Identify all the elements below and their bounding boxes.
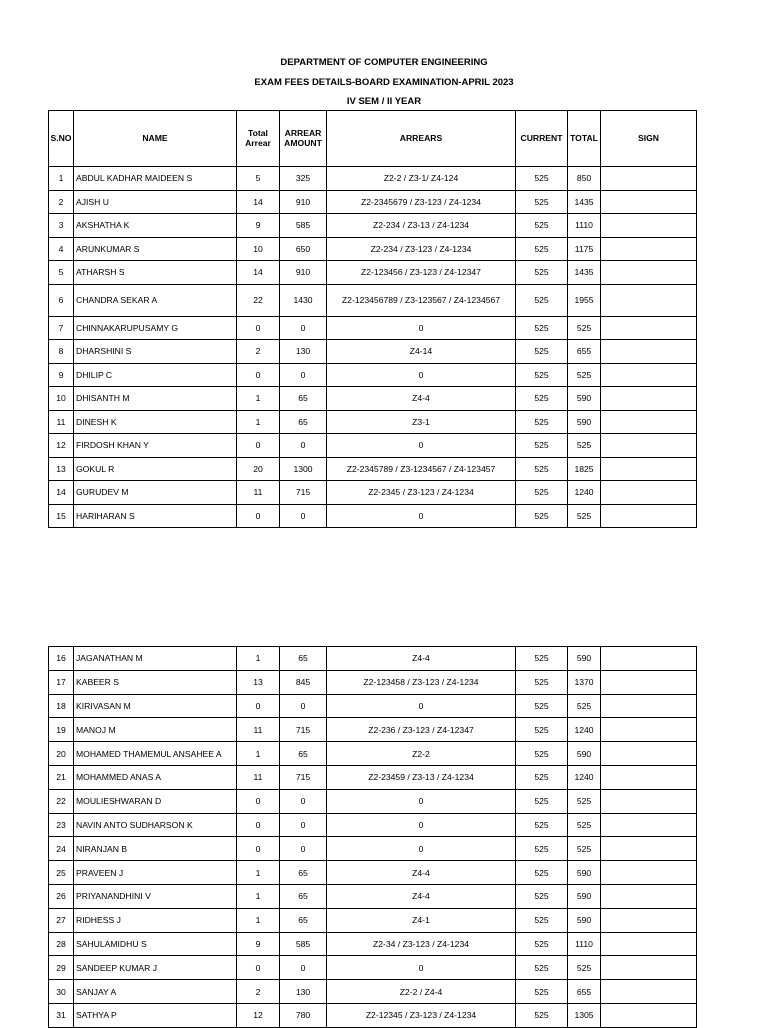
cell-arrears: Z2-123458 / Z3-123 / Z4-1234: [327, 670, 516, 694]
cell-sno: 11: [49, 410, 74, 434]
header-total: TOTAL: [568, 111, 601, 167]
cell-name: ARUNKUMAR S: [74, 237, 237, 261]
cell-name: SANDEEP KUMAR J: [74, 956, 237, 980]
cell-name: GOKUL R: [74, 457, 237, 481]
cell-total: 590: [568, 908, 601, 932]
cell-arrears: Z2-12345 / Z3-123 / Z4-1234: [327, 1003, 516, 1027]
cell-sign: [601, 932, 697, 956]
table-row: [49, 167, 697, 191]
header-arrear-amount: [280, 111, 327, 167]
table-row: [49, 861, 697, 885]
cell-total-arrear: 0: [237, 956, 280, 980]
cell-arrear-amount: 65: [280, 908, 327, 932]
cell-arrears: Z4-4: [327, 884, 516, 908]
cell-sno: 23: [49, 813, 74, 837]
table-row: [49, 718, 697, 742]
cell-arrears: Z2-234 / Z3-13 / Z4-1234: [327, 214, 516, 238]
cell-current: 525: [516, 340, 568, 364]
cell-total-arrear: 11: [237, 718, 280, 742]
cell-name: AJISH U: [74, 190, 237, 214]
cell-total-arrear: 1: [237, 884, 280, 908]
cell-name: SANJAY A: [74, 980, 237, 1004]
cell-sno: 12: [49, 434, 74, 458]
cell-total: 525: [568, 694, 601, 718]
cell-total-arrear: 11: [237, 765, 280, 789]
cell-sno: 7: [49, 316, 74, 340]
cell-arrears: 0: [327, 813, 516, 837]
table-row: [49, 457, 697, 481]
cell-arrear-amount: 1430: [280, 284, 327, 316]
cell-total-arrear: 2: [237, 980, 280, 1004]
cell-sno: 27: [49, 908, 74, 932]
cell-current: 525: [516, 742, 568, 766]
cell-sign: [601, 813, 697, 837]
cell-sign: [601, 316, 697, 340]
cell-total: 590: [568, 861, 601, 885]
cell-total: 1305: [568, 1003, 601, 1027]
cell-name: DHISANTH M: [74, 387, 237, 411]
cell-total: 1175: [568, 237, 601, 261]
table-row: [49, 932, 697, 956]
cell-current: 525: [516, 1003, 568, 1027]
cell-sno: 21: [49, 765, 74, 789]
cell-total: 525: [568, 837, 601, 861]
cell-arrear-amount: 0: [280, 504, 327, 528]
header-arrear-amount-line2: AMOUNT: [284, 137, 322, 148]
cell-arrear-amount: 65: [280, 884, 327, 908]
cell-sno: 20: [49, 742, 74, 766]
cell-sign: [601, 340, 697, 364]
table-row: [49, 284, 697, 316]
cell-sign: [601, 861, 697, 885]
cell-arrears: Z4-4: [327, 387, 516, 411]
cell-sign: [601, 647, 697, 671]
cell-sign: [601, 908, 697, 932]
cell-current: 525: [516, 504, 568, 528]
cell-total: 1110: [568, 932, 601, 956]
table-row: [49, 789, 697, 813]
cell-arrear-amount: 1300: [280, 457, 327, 481]
cell-arrears: 0: [327, 956, 516, 980]
cell-total-arrear: 0: [237, 434, 280, 458]
cell-current: 525: [516, 670, 568, 694]
cell-name: NIRANJAN B: [74, 837, 237, 861]
table-row: [49, 647, 697, 671]
cell-current: 525: [516, 237, 568, 261]
cell-name: ABDUL KADHAR MAIDEEN S: [74, 167, 237, 191]
cell-current: 525: [516, 837, 568, 861]
cell-sign: [601, 190, 697, 214]
cell-total-arrear: 2: [237, 340, 280, 364]
cell-sno: 10: [49, 387, 74, 411]
cell-current: 525: [516, 481, 568, 505]
table-row: [49, 387, 697, 411]
cell-arrear-amount: 0: [280, 694, 327, 718]
table-row: [49, 363, 697, 387]
cell-sno: 22: [49, 789, 74, 813]
cell-name: KABEER S: [74, 670, 237, 694]
cell-total-arrear: 0: [237, 363, 280, 387]
cell-arrear-amount: 910: [280, 190, 327, 214]
cell-sign: [601, 789, 697, 813]
cell-total: 590: [568, 647, 601, 671]
table-row: [49, 694, 697, 718]
cell-name: CHANDRA SEKAR A: [74, 284, 237, 316]
cell-arrear-amount: 0: [280, 363, 327, 387]
cell-name: MANOJ M: [74, 718, 237, 742]
cell-arrears: Z2-123456789 / Z3-123567 / Z4-1234567: [327, 284, 516, 316]
cell-arrears: Z2-34 / Z3-123 / Z4-1234: [327, 932, 516, 956]
header-name: NAME: [74, 111, 237, 167]
cell-sign: [601, 167, 697, 191]
cell-current: 525: [516, 261, 568, 285]
cell-sign: [601, 884, 697, 908]
cell-total: 525: [568, 813, 601, 837]
cell-current: 525: [516, 694, 568, 718]
cell-arrear-amount: 650: [280, 237, 327, 261]
cell-arrears: Z2-2 / Z3-1/ Z4-124: [327, 167, 516, 191]
cell-sign: [601, 363, 697, 387]
cell-total-arrear: 0: [237, 694, 280, 718]
cell-sno: 28: [49, 932, 74, 956]
header-total-arrear-line2: Arrear: [245, 137, 271, 148]
cell-total: 590: [568, 742, 601, 766]
cell-total-arrear: 1: [237, 861, 280, 885]
cell-arrear-amount: 0: [280, 434, 327, 458]
cell-name: RIDHESS J: [74, 908, 237, 932]
cell-sign: [601, 214, 697, 238]
cell-total: 1240: [568, 481, 601, 505]
cell-sign: [601, 261, 697, 285]
semester-title: IV SEM / II YEAR: [346, 96, 422, 107]
cell-current: 525: [516, 884, 568, 908]
cell-sno: 26: [49, 884, 74, 908]
cell-arrear-amount: 715: [280, 765, 327, 789]
cell-sno: 9: [49, 363, 74, 387]
cell-total: 525: [568, 956, 601, 980]
cell-name: JAGANATHAN M: [74, 647, 237, 671]
cell-name: ATHARSH S: [74, 261, 237, 285]
cell-sign: [601, 284, 697, 316]
table-row: [49, 504, 697, 528]
cell-name: DHILIP C: [74, 363, 237, 387]
cell-current: 525: [516, 861, 568, 885]
cell-current: 525: [516, 932, 568, 956]
cell-total-arrear: 14: [237, 261, 280, 285]
header-sno: S.NO: [49, 111, 74, 167]
cell-arrear-amount: 0: [280, 837, 327, 861]
cell-arrear-amount: 0: [280, 956, 327, 980]
exam-title: EXAM FEES DETAILS-BOARD EXAMINATION-APRIL 2023: [254, 77, 514, 88]
cell-arrear-amount: 0: [280, 789, 327, 813]
cell-sign: [601, 410, 697, 434]
cell-name: PRAVEEN J: [74, 861, 237, 885]
cell-arrears: 0: [327, 316, 516, 340]
cell-arrears: Z2-2 / Z4-4: [327, 980, 516, 1004]
cell-total: 850: [568, 167, 601, 191]
cell-sign: [601, 481, 697, 505]
cell-total: 525: [568, 789, 601, 813]
cell-arrear-amount: 910: [280, 261, 327, 285]
cell-sign: [601, 980, 697, 1004]
cell-total-arrear: 1: [237, 387, 280, 411]
table-row: [49, 316, 697, 340]
cell-current: 525: [516, 410, 568, 434]
cell-name: MOHAMMED ANAS A: [74, 765, 237, 789]
cell-sign: [601, 718, 697, 742]
cell-current: 525: [516, 190, 568, 214]
cell-name: MOULIESHWARAN D: [74, 789, 237, 813]
cell-sno: 4: [49, 237, 74, 261]
cell-sno: 16: [49, 647, 74, 671]
table-row: [49, 765, 697, 789]
cell-arrears: Z3-1: [327, 410, 516, 434]
header-current: CURRENT: [516, 111, 568, 167]
cell-arrears: 0: [327, 363, 516, 387]
cell-sign: [601, 765, 697, 789]
cell-total: 1435: [568, 190, 601, 214]
cell-arrear-amount: 780: [280, 1003, 327, 1027]
cell-arrears: Z2-236 / Z3-123 / Z4-12347: [327, 718, 516, 742]
cell-current: 525: [516, 284, 568, 316]
cell-sno: 24: [49, 837, 74, 861]
cell-arrears: Z2-123456 / Z3-123 / Z4-12347: [327, 261, 516, 285]
fees-table-page1: [48, 110, 697, 528]
cell-sno: 14: [49, 481, 74, 505]
cell-total: 590: [568, 410, 601, 434]
table-row: [49, 190, 697, 214]
table-row: [49, 237, 697, 261]
cell-current: 525: [516, 434, 568, 458]
cell-total-arrear: 12: [237, 1003, 280, 1027]
cell-current: 525: [516, 387, 568, 411]
cell-arrears: Z2-2345 / Z3-123 / Z4-1234: [327, 481, 516, 505]
cell-current: 525: [516, 647, 568, 671]
cell-total-arrear: 22: [237, 284, 280, 316]
cell-name: NAVIN ANTO SUDHARSON K: [74, 813, 237, 837]
table-row: [49, 813, 697, 837]
cell-sign: [601, 457, 697, 481]
cell-total: 590: [568, 884, 601, 908]
cell-current: 525: [516, 956, 568, 980]
cell-total: 1825: [568, 457, 601, 481]
cell-total: 525: [568, 504, 601, 528]
cell-sno: 13: [49, 457, 74, 481]
cell-arrears: Z4-14: [327, 340, 516, 364]
cell-current: 525: [516, 363, 568, 387]
cell-current: 525: [516, 457, 568, 481]
cell-arrear-amount: 715: [280, 718, 327, 742]
cell-name: SAHULAMIDHU S: [74, 932, 237, 956]
cell-sno: 5: [49, 261, 74, 285]
cell-arrear-amount: 130: [280, 980, 327, 1004]
cell-total: 655: [568, 980, 601, 1004]
cell-total-arrear: 0: [237, 504, 280, 528]
cell-current: 525: [516, 765, 568, 789]
cell-total: 1240: [568, 718, 601, 742]
cell-total-arrear: 13: [237, 670, 280, 694]
cell-name: FIRDOSH KHAN Y: [74, 434, 237, 458]
cell-arrears: Z2-2: [327, 742, 516, 766]
cell-arrear-amount: 0: [280, 316, 327, 340]
cell-sno: 30: [49, 980, 74, 1004]
cell-name: AKSHATHA K: [74, 214, 237, 238]
cell-total: 1435: [568, 261, 601, 285]
cell-name: MOHAMED THAMEMUL ANSAHEE A: [74, 742, 237, 766]
cell-total-arrear: 9: [237, 932, 280, 956]
cell-total-arrear: 0: [237, 316, 280, 340]
table-row: [49, 481, 697, 505]
header-arrear-amount-line1: ARREAR: [284, 128, 322, 139]
cell-sno: 15: [49, 504, 74, 528]
cell-total-arrear: 0: [237, 837, 280, 861]
header-arrears: ARREARS: [327, 111, 516, 167]
cell-current: 525: [516, 789, 568, 813]
cell-arrears: Z2-23459 / Z3-13 / Z4-1234: [327, 765, 516, 789]
cell-sno: 6: [49, 284, 74, 316]
cell-name: HARIHARAN S: [74, 504, 237, 528]
cell-total-arrear: 0: [237, 789, 280, 813]
cell-arrears: Z2-234 / Z3-123 / Z4-1234: [327, 237, 516, 261]
cell-total: 1240: [568, 765, 601, 789]
cell-sign: [601, 956, 697, 980]
cell-current: 525: [516, 813, 568, 837]
cell-sign: [601, 670, 697, 694]
cell-sign: [601, 742, 697, 766]
cell-sign: [601, 694, 697, 718]
table-row: [49, 956, 697, 980]
cell-total: 525: [568, 434, 601, 458]
cell-total: 1370: [568, 670, 601, 694]
cell-total-arrear: 11: [237, 481, 280, 505]
table-row: [49, 837, 697, 861]
cell-total: 1955: [568, 284, 601, 316]
table-row: [49, 742, 697, 766]
table-row: [49, 670, 697, 694]
cell-arrears: Z4-4: [327, 647, 516, 671]
cell-current: 525: [516, 167, 568, 191]
cell-sno: 2: [49, 190, 74, 214]
cell-arrears: Z2-2345679 / Z3-123 / Z4-1234: [327, 190, 516, 214]
cell-current: 525: [516, 316, 568, 340]
cell-arrear-amount: 65: [280, 647, 327, 671]
table-row: [49, 434, 697, 458]
cell-total-arrear: 1: [237, 410, 280, 434]
cell-total: 1110: [568, 214, 601, 238]
cell-arrear-amount: 130: [280, 340, 327, 364]
cell-arrear-amount: 585: [280, 932, 327, 956]
cell-arrears: Z4-4: [327, 861, 516, 885]
cell-total-arrear: 1: [237, 908, 280, 932]
cell-arrear-amount: 65: [280, 742, 327, 766]
cell-arrears: Z4-1: [327, 908, 516, 932]
cell-name: GURUDEV M: [74, 481, 237, 505]
cell-current: 525: [516, 718, 568, 742]
cell-arrear-amount: 325: [280, 167, 327, 191]
cell-sno: 31: [49, 1003, 74, 1027]
cell-arrears: 0: [327, 694, 516, 718]
header-total-arrear: [237, 111, 280, 167]
cell-arrear-amount: 65: [280, 861, 327, 885]
table-row: [49, 214, 697, 238]
cell-arrears: 0: [327, 504, 516, 528]
table-header-row: [49, 111, 697, 167]
cell-arrears: 0: [327, 789, 516, 813]
cell-current: 525: [516, 980, 568, 1004]
cell-sign: [601, 837, 697, 861]
header-total-arrear-line1: Total: [248, 128, 268, 139]
cell-total-arrear: 14: [237, 190, 280, 214]
cell-arrears: Z2-2345789 / Z3-1234567 / Z4-123457: [327, 457, 516, 481]
cell-total-arrear: 1: [237, 742, 280, 766]
cell-sno: 18: [49, 694, 74, 718]
cell-arrears: 0: [327, 434, 516, 458]
cell-current: 525: [516, 908, 568, 932]
cell-name: DINESH K: [74, 410, 237, 434]
cell-total: 655: [568, 340, 601, 364]
cell-total-arrear: 20: [237, 457, 280, 481]
table-row: [49, 884, 697, 908]
table-row: [49, 410, 697, 434]
cell-arrear-amount: 65: [280, 387, 327, 411]
cell-total: 525: [568, 316, 601, 340]
cell-sign: [601, 387, 697, 411]
cell-arrear-amount: 585: [280, 214, 327, 238]
cell-total: 525: [568, 363, 601, 387]
cell-sno: 3: [49, 214, 74, 238]
table-row: [49, 908, 697, 932]
cell-sno: 19: [49, 718, 74, 742]
cell-sno: 29: [49, 956, 74, 980]
cell-arrear-amount: 845: [280, 670, 327, 694]
cell-name: PRIYANANDHINI V: [74, 884, 237, 908]
table-row: [49, 980, 697, 1004]
cell-arrear-amount: 65: [280, 410, 327, 434]
header-sign: SIGN: [601, 111, 697, 167]
department-title: DEPARTMENT OF COMPUTER ENGINEERING: [280, 57, 488, 68]
cell-total-arrear: 1: [237, 647, 280, 671]
table-row: [49, 340, 697, 364]
cell-name: SATHYA P: [74, 1003, 237, 1027]
cell-total-arrear: 10: [237, 237, 280, 261]
cell-total-arrear: 5: [237, 167, 280, 191]
cell-name: KIRIVASAN M: [74, 694, 237, 718]
cell-total-arrear: 0: [237, 813, 280, 837]
cell-name: CHINNAKARUPUSAMY G: [74, 316, 237, 340]
fees-table-page2: [48, 646, 697, 1028]
cell-sno: 8: [49, 340, 74, 364]
cell-sno: 1: [49, 167, 74, 191]
cell-current: 525: [516, 214, 568, 238]
cell-sno: 17: [49, 670, 74, 694]
cell-arrear-amount: 0: [280, 813, 327, 837]
cell-arrears: 0: [327, 837, 516, 861]
cell-sign: [601, 237, 697, 261]
cell-total: 590: [568, 387, 601, 411]
cell-total-arrear: 9: [237, 214, 280, 238]
cell-sno: 25: [49, 861, 74, 885]
cell-sign: [601, 434, 697, 458]
cell-arrear-amount: 715: [280, 481, 327, 505]
cell-sign: [601, 504, 697, 528]
cell-name: DHARSHINI S: [74, 340, 237, 364]
table-row: [49, 261, 697, 285]
